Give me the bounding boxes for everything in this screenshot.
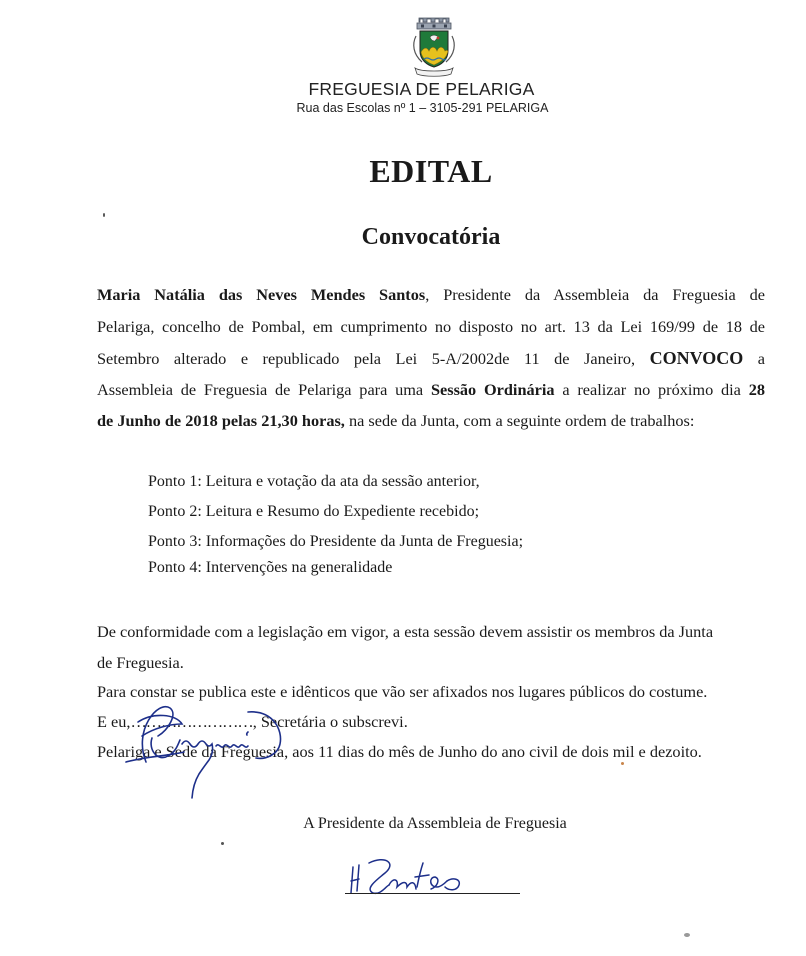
paragraph-1-line-3 [97, 348, 765, 369]
text-span: a [757, 349, 765, 368]
signatory-title: A Presidente da Assembleia de Freguesia [303, 815, 567, 832]
paragraph-1-line-4 [97, 380, 765, 400]
text-span: a realizar no próximo dia [562, 380, 741, 399]
scan-speck [621, 762, 624, 765]
place-date: Pelariga e Sede da Freguesia, aos 11 dias do mês de Junho do ano civil de dois mil e dezoito. [97, 742, 702, 761]
scan-speck [221, 842, 224, 845]
signature-line [345, 893, 520, 894]
organization-name: FREGUESIA DE PELARIGA [308, 79, 535, 99]
document-title: EDITAL [369, 153, 493, 189]
agenda-item: Ponto 1: Leitura e votação da ata da sessão anterior, [148, 473, 480, 490]
signature-dots: …………………… [130, 712, 253, 731]
text-span: Assembleia de Freguesia de Pelariga para uma [97, 380, 424, 399]
agenda-item: Ponto 2: Leitura e Resumo do Expediente recebido; [148, 503, 480, 520]
convoco-keyword: CONVOCO [649, 348, 744, 368]
secretary-signature-icon [98, 690, 438, 800]
president-name: Maria Natália das Neves Mendes Santos [97, 285, 426, 304]
session-date-time: de Junho de 2018 pelas 21,30 horas, [97, 411, 345, 430]
text-span: Setembro alterado e republicado pela Lei 5-A/2002de 11 de Janeiro, [97, 349, 636, 368]
paragraph-2-line-1: De conformidade com a legislação em vigor, a esta sessão devem assistir os membros da Junta [97, 622, 714, 641]
handwritten-signature-icon [335, 855, 535, 905]
session-type: Sessão Ordinária [430, 380, 555, 399]
scan-speck [684, 933, 690, 937]
agenda-item: Ponto 4: Intervenções na generalidade [148, 559, 393, 576]
paragraph-1-line-5 [97, 411, 694, 431]
text-span: , Secretária o subscrevi. [252, 712, 408, 731]
session-day: 28 [748, 380, 765, 399]
agenda-item: Ponto 3: Informações do Presidente da Junta de Freguesia; [148, 533, 524, 550]
scan-speck [103, 213, 105, 217]
text-span: , Presidente da Assembleia da Freguesia de [425, 285, 766, 304]
document-subtitle: Convocatória [361, 224, 501, 250]
paragraph-1-line-1 [97, 285, 765, 305]
publication-statement: Para constar se publica este e idênticos que vão ser afixados nos lugares públicos do costume. [97, 682, 708, 701]
coat-of-arms-icon [405, 14, 463, 80]
organization-address: Rua das Escolas nº 1 – 3105-291 PELARIGA [296, 101, 549, 115]
paragraph-2-line-2: de Freguesia. [97, 653, 184, 672]
text-span: E eu, [97, 712, 131, 731]
paragraph-1-line-2: Pelariga, concelho de Pombal, em cumprimento no disposto no art. 13 da Lei 169/99 de 18 de [97, 317, 765, 336]
text-span: na sede da Junta, com a seguinte ordem de trabalhos: [348, 411, 695, 430]
